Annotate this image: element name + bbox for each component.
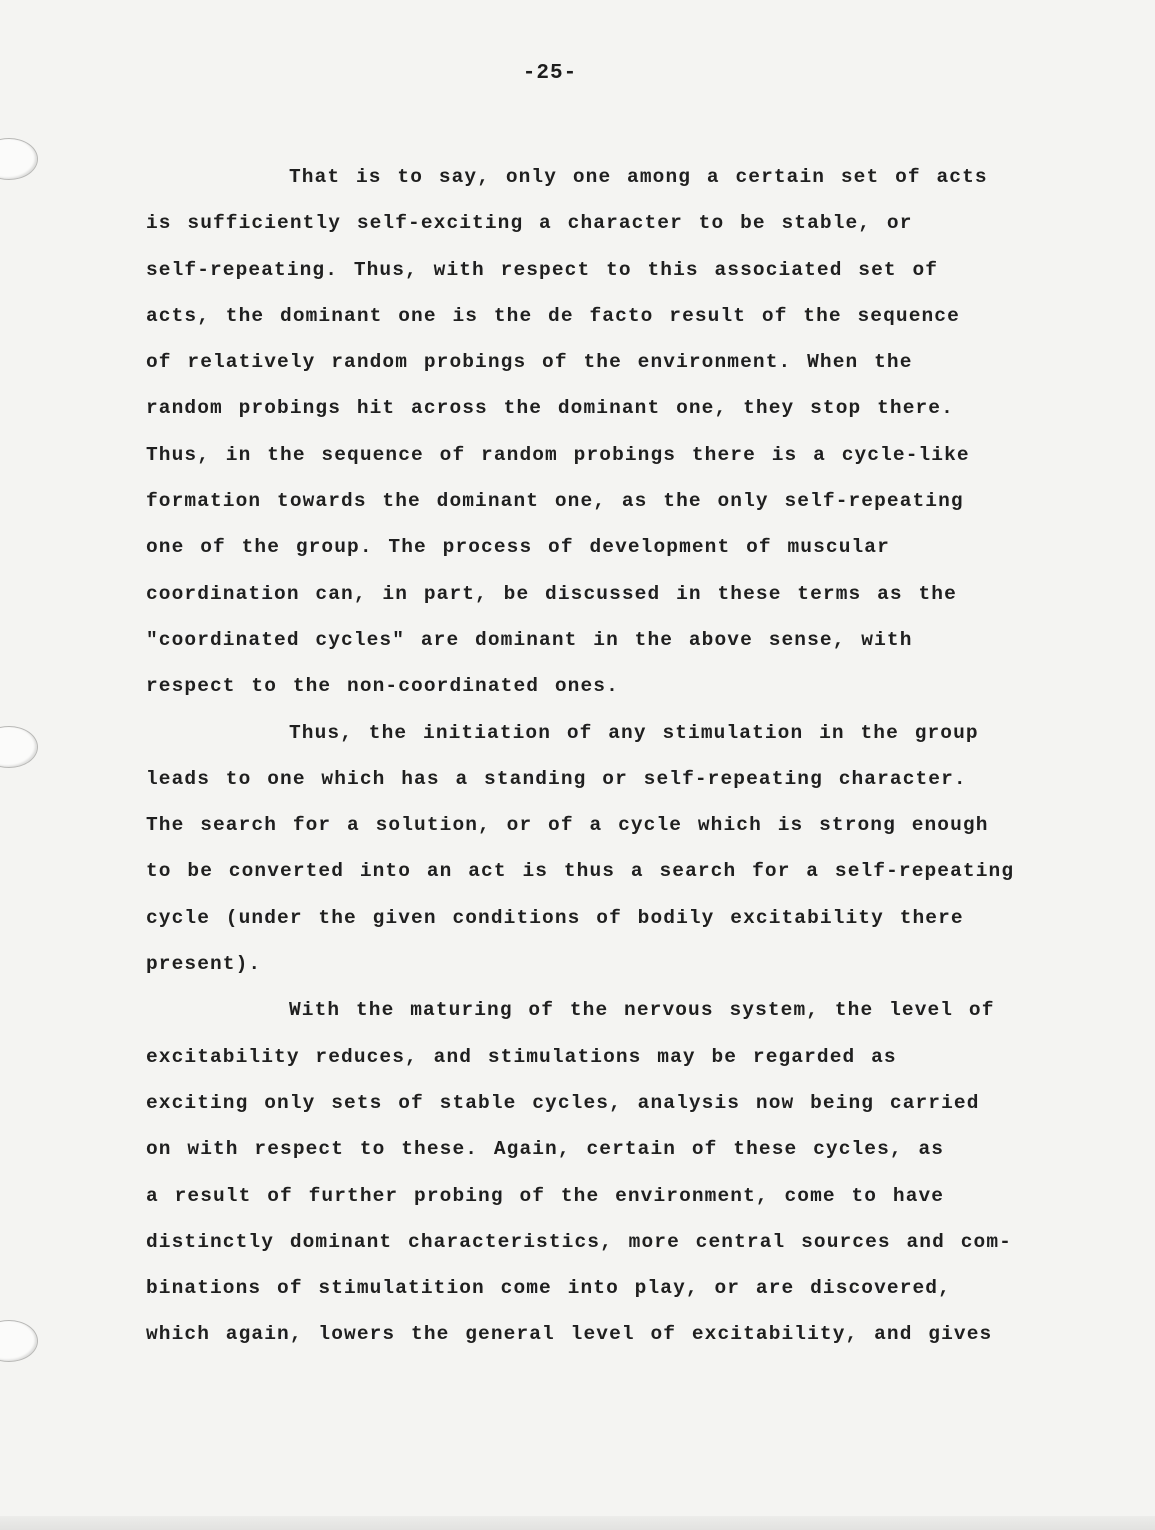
text-line: binations of stimulatition come into play, or are discovered,: [146, 1277, 951, 1300]
text-line: With the maturing of the nervous system, the level of: [289, 999, 995, 1022]
text-line: is sufficiently self-exciting a character to be stable, or: [146, 212, 913, 235]
text-line: excitability reduces, and stimulations may be regarded as: [146, 1045, 897, 1068]
text-line: respect to the non-coordinated ones.: [146, 675, 619, 698]
text-line: cycle (under the given conditions of bodily excitability there: [146, 906, 964, 929]
text-line: random probings hit across the dominant one, they stop there.: [146, 397, 954, 420]
text-line: to be converted into an act is thus a search for a self-repeating: [146, 860, 1015, 883]
text-line: acts, the dominant one is the de facto result of the sequence: [146, 304, 960, 327]
body-text: [146, 154, 1086, 1358]
text-line: present).: [146, 953, 262, 976]
page-bottom-edge: [0, 1516, 1155, 1530]
text-line: which again, lowers the general level of excitability, and gives: [146, 1323, 993, 1346]
punch-hole-bottom: [0, 1320, 38, 1362]
text-line: leads to one which has a standing or self-repeating character.: [146, 767, 967, 790]
text-line: of relatively random probings of the environment. When the: [146, 351, 913, 374]
text-line: Thus, in the sequence of random probings there is a cycle-like: [146, 443, 970, 466]
text-line: on with respect to these. Again, certain of these cycles, as: [146, 1138, 945, 1161]
text-line: self-repeating. Thus, with respect to this associated set of: [146, 258, 939, 281]
text-line: That is to say, only one among a certain set of acts: [289, 166, 988, 188]
text-line: formation towards the dominant one, as the only self-repeating: [146, 490, 964, 513]
text-line: "coordinated cycles" are dominant in the above sense, with: [146, 628, 913, 651]
text-line: distinctly dominant characteristics, more central sources and com-: [146, 1230, 1012, 1253]
page-number: -25-: [522, 62, 578, 85]
text-line: one of the group. The process of development of muscular: [146, 536, 890, 559]
text-line: a result of further probing of the environment, come to have: [146, 1184, 945, 1207]
punch-hole-middle: [0, 726, 38, 768]
text-line: coordination can, in part, be discussed in these terms as the: [146, 582, 957, 605]
text-line: The search for a solution, or of a cycle which is strong enough: [146, 814, 989, 837]
punch-hole-top: [0, 138, 38, 180]
text-line: exciting only sets of stable cycles, analysis now being carried: [146, 1091, 980, 1114]
text-line: Thus, the initiation of any stimulation in the group: [289, 721, 979, 744]
